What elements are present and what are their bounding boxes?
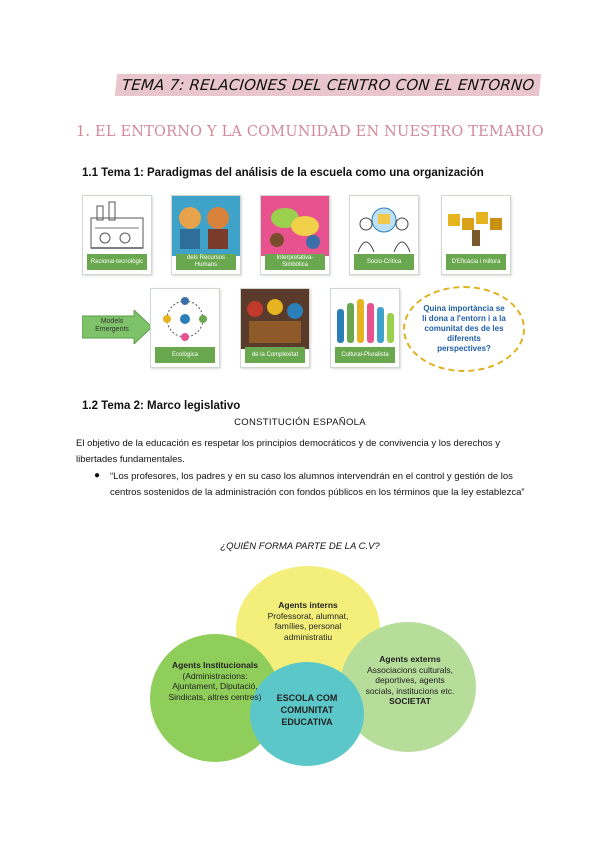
- paradigm-card-recursos-humans: [171, 195, 241, 275]
- venn-title: ¿QUIÉN FORMA PARTE DE LA C.V?: [220, 541, 380, 552]
- constitution-heading: CONSTITUCIÓN ESPAÑOLA: [234, 417, 366, 428]
- paradigm-label: de la Complexitat: [245, 347, 305, 363]
- paradigm-card-eficacia: [441, 195, 511, 275]
- subsection-heading-1-2: 1.2 Tema 2: Marco legislativo: [82, 400, 241, 412]
- paradigm-label: Racional-tecnològic: [87, 254, 147, 270]
- paradigm-card-complexitat: [240, 288, 310, 368]
- escola-text: ESCOLA COM COMUNITAT EDUCATIVA: [276, 693, 338, 727]
- section-heading-1: 1. EL ENTORNO Y LA COMUNIDAD EN NUESTRO TEMARIO: [76, 124, 544, 140]
- speech-illustration: [261, 196, 329, 256]
- agents-externs-society: SOCIETAT: [389, 696, 431, 706]
- agents-institucionals-body: (Administracions: Ajuntament, Diputació, Sindicats, altres centres): [168, 670, 262, 702]
- agents-institucionals-title: Agents Institucionals: [172, 660, 258, 670]
- quote-bullet: “Los profesores, los padres y en su caso los alumnos intervendrán en el control y gestión de los centros sostenidos de la administración con fondos públicos en los términos que la ley establezca”: [110, 471, 525, 498]
- paradigm-card-interpretativa: [260, 195, 330, 275]
- paradigm-label: Ecològica: [155, 347, 215, 363]
- paradigm-label: dels Recursos Humans: [176, 254, 236, 270]
- agents-externs-title: Agents externs: [379, 654, 441, 664]
- factory-illustration: [83, 196, 151, 256]
- paradigm-label: Cultural-Pluralista: [335, 347, 395, 363]
- crowd-painting-illustration: [241, 289, 309, 349]
- bullet-icon: ●: [94, 470, 101, 481]
- agents-interns-text: [256, 600, 360, 642]
- network-illustration: [151, 289, 219, 349]
- paradigm-card-socio-critica: [349, 195, 419, 275]
- puzzle-illustration: [442, 196, 510, 256]
- paradigm-card-cultural: [330, 288, 400, 368]
- agents-interns-body: Professorat, alumnat, famílies, personal administratiu: [267, 610, 349, 642]
- agents-institucionals-text: [166, 660, 264, 702]
- arrow-label: Models Emergents: [95, 318, 129, 333]
- hands-illustration: [331, 289, 399, 349]
- question-text: Quina importància se li dona a l'entorn i a la comunitat des de les diferents perspectives?: [422, 304, 506, 353]
- paradigm-label: Interpretativa-Simbòlica: [265, 254, 325, 270]
- agents-externs-text: [362, 654, 458, 707]
- people-illustration: [172, 196, 240, 256]
- group-illustration: [350, 196, 418, 256]
- agents-interns-title: Agents interns: [278, 600, 338, 610]
- objective-paragraph: El objetivo de la educación es respetar los principios democráticos y de convivencia y los derechos y libertades fundamentales.: [76, 438, 501, 465]
- paradigm-card-ecologica: [150, 288, 220, 368]
- paradigm-label: Socio-Crítica: [354, 254, 414, 270]
- page-title: TEMA 7: RELACIONES DEL CENTRO CON EL ENTORNO: [115, 74, 542, 96]
- question-bubble: [403, 286, 525, 372]
- paradigm-card-racional: [82, 195, 152, 275]
- paradigm-label: D'Eficàcia i millora: [446, 254, 506, 270]
- agents-externs-body: Associacions culturals, deportives, agents socials, institucions etc.: [365, 664, 455, 696]
- subsection-heading-1-1: 1.1 Tema 1: Paradigmas del análisis de la escuela como una organización: [82, 167, 484, 179]
